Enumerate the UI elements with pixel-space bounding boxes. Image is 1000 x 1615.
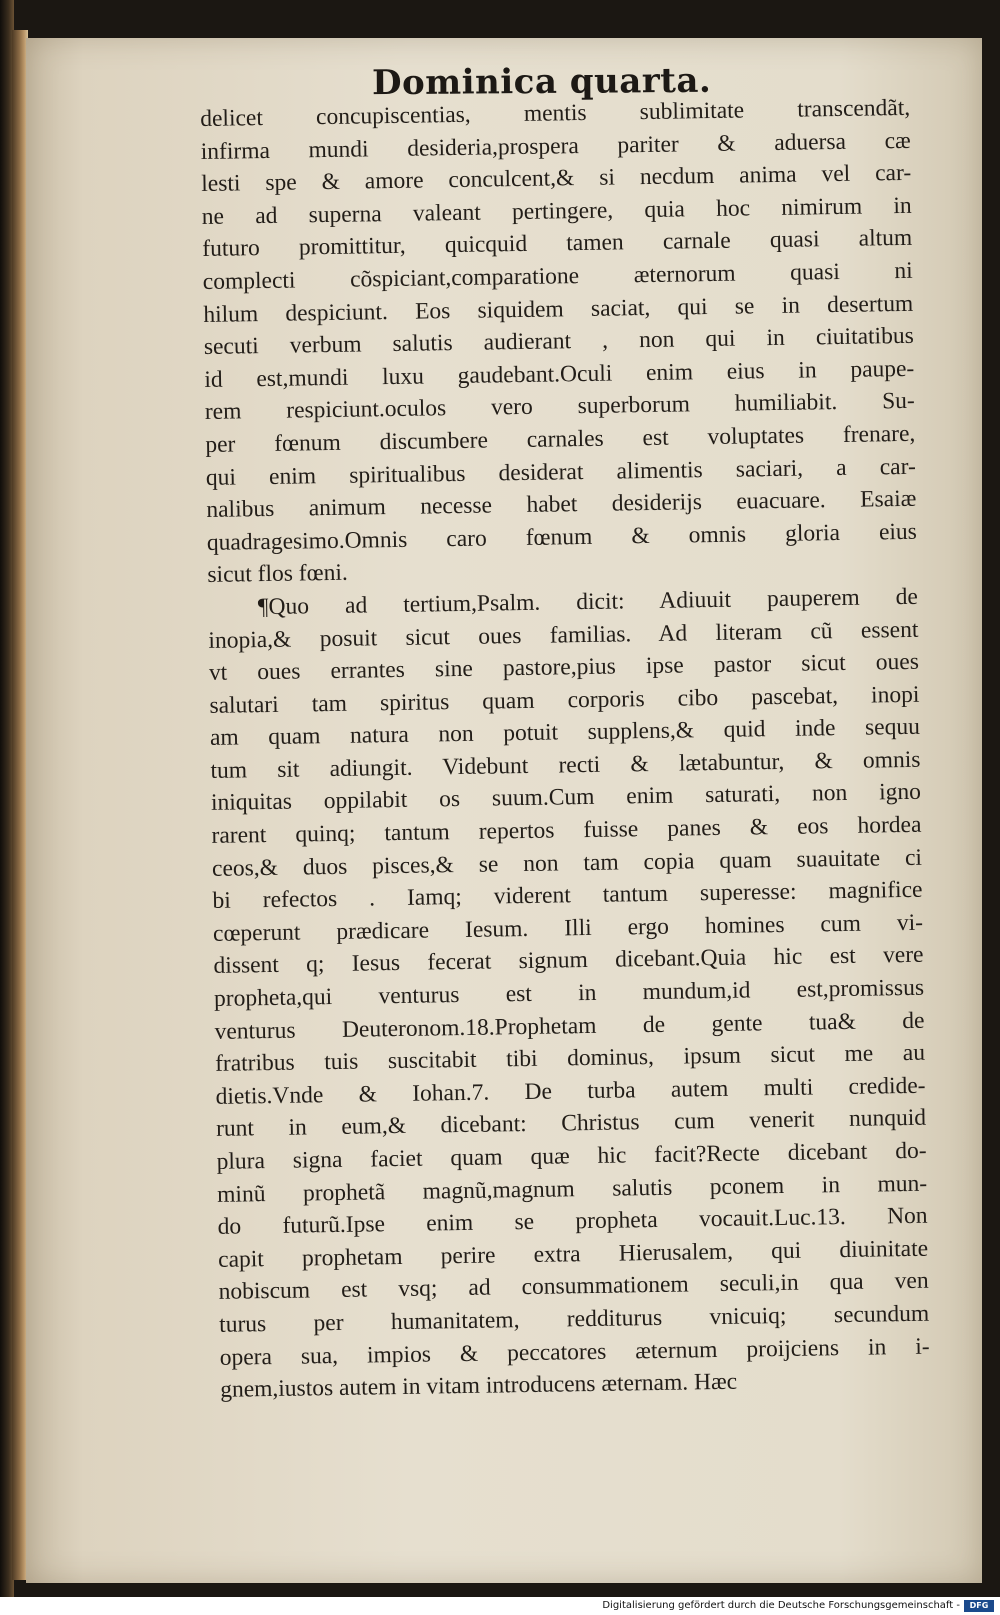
text-line: ne ad superna valeant pertingere, quia hoc nimirum in (201, 192, 912, 230)
text-line: gnem,iustos autem in vitam introducens æternam. Hæc (220, 1368, 738, 1403)
text-line: runt in eum,& dicebant: Christus cum venerit nunquid (215, 1105, 927, 1143)
text-line: iniquitas oppilabit os suum.Cum enim saturati, non igno (210, 779, 922, 817)
text-line: infirma mundi desideria,prospera pariter & aduersa cæ (200, 127, 911, 165)
text-line: nalibus animum necesse habet desiderijs euacuare. Esaiæ (206, 485, 917, 524)
dfg-logo: DFG (964, 1600, 994, 1612)
text-line: hilum despiciunt. Eos siquidem saciat, qui se in desertum (203, 290, 914, 328)
text-line: bi refectos . Iamq; viderent tantum superesse: magnifice (212, 877, 923, 915)
text-line: propheta,qui venturus est in mundum,id est,promissus (213, 974, 925, 1012)
text-line: am quam natura non potuit supplens,& quid inde sequu (209, 714, 921, 752)
text-line: id est,mundi luxu gaudebant.Oculi enim eius in paupe- (204, 355, 915, 393)
text-line: fratribus tuis suscitabit tibi dominus, ipsum sicut me au (214, 1039, 926, 1078)
text-line: complecti cõspiciant,comparatione æternorum quasi ni (202, 257, 913, 295)
text-line: nobiscum est vsq; ad consummationem seculi,in qua ven (218, 1268, 929, 1306)
text-line: futuro promittitur, quicquid tamen carnale quasi altum (202, 225, 913, 263)
text-line: quadragesimo.Omnis caro fœnum & omnis gloria eius (206, 518, 918, 556)
text-line: vt oues errantes sine pastore,pius ipse pastor sicut oues (208, 648, 920, 687)
text-line: do futurũ.Ipse enim se propheta vocauit.Luc.13. Non (217, 1202, 928, 1241)
text-line: plura signa faciet quam quæ hic facit?Recte dicebant do- (216, 1137, 927, 1175)
text-line: per fœnum discumbere carnales est voluptates frenare, (205, 420, 916, 458)
text-line: ¶Quo ad tertium,Psalm. dicit: Adiuuit pauperem de (257, 583, 919, 621)
text-line: inopia,& posuit sicut oues familias. Ad literam cũ essent (208, 616, 919, 654)
text-line: dietis.Vnde & Iohan.7. De turba autem multi credide- (215, 1072, 926, 1110)
text-line: cœperunt prædicare Iesum. Illi ergo homines cum vi- (212, 909, 924, 947)
text-line: dissent q; Iesus fecerat signum dicebant.Quia hic est vere (213, 942, 924, 980)
running-head: Dominica quarta. (371, 60, 712, 104)
text-line: sicut flos fœni. (207, 560, 348, 589)
text-line: opera sua, impios & peccatores æternum proijciens in i- (219, 1333, 930, 1371)
text-line: delicet concupiscentias, mentis sublimitate transcendãt, (200, 94, 911, 132)
text-line: venturus Deuteronom.18.Prophetam de gente tua& de (214, 1007, 925, 1045)
text-line: capit prophetam perire extra Hierusalem, qui diuinitate (217, 1235, 929, 1273)
page-body-text (200, 92, 930, 1407)
text-line: ceos,& duos pisces,& se non tam copia quam suauitate ci (211, 844, 923, 882)
text-line: rem respiciunt.oculos vero superborum humiliabit. Su- (204, 388, 915, 426)
text-line: tum sit adiungit. Videbunt recti & lætabuntur, & omnis (210, 746, 921, 784)
digitization-credit: Digitalisierung gefördert durch die Deutsche Forschungsgemeinschaft - (602, 1600, 960, 1611)
text-line: turus per humanitatem, redditurus vnicuiq; secundum (218, 1300, 930, 1338)
text-line: secuti verbum salutis audierant , non qui in ciuitatibus (203, 322, 914, 361)
text-line: salutari tam spiritus quam corporis cibo pascebat, inopi (209, 681, 920, 719)
text-line: rarent quinq; tantum repertos fuisse panes & eos hordea (211, 811, 922, 849)
text-line: lesti spe & amore conculcent,& si necdum anima vel car- (201, 160, 912, 198)
text-line: qui enim spiritualibus desiderat alimentis saciari, a car- (205, 453, 916, 491)
text-line: minũ prophetã magnũ,magnum salutis pconem in mun- (216, 1170, 928, 1208)
